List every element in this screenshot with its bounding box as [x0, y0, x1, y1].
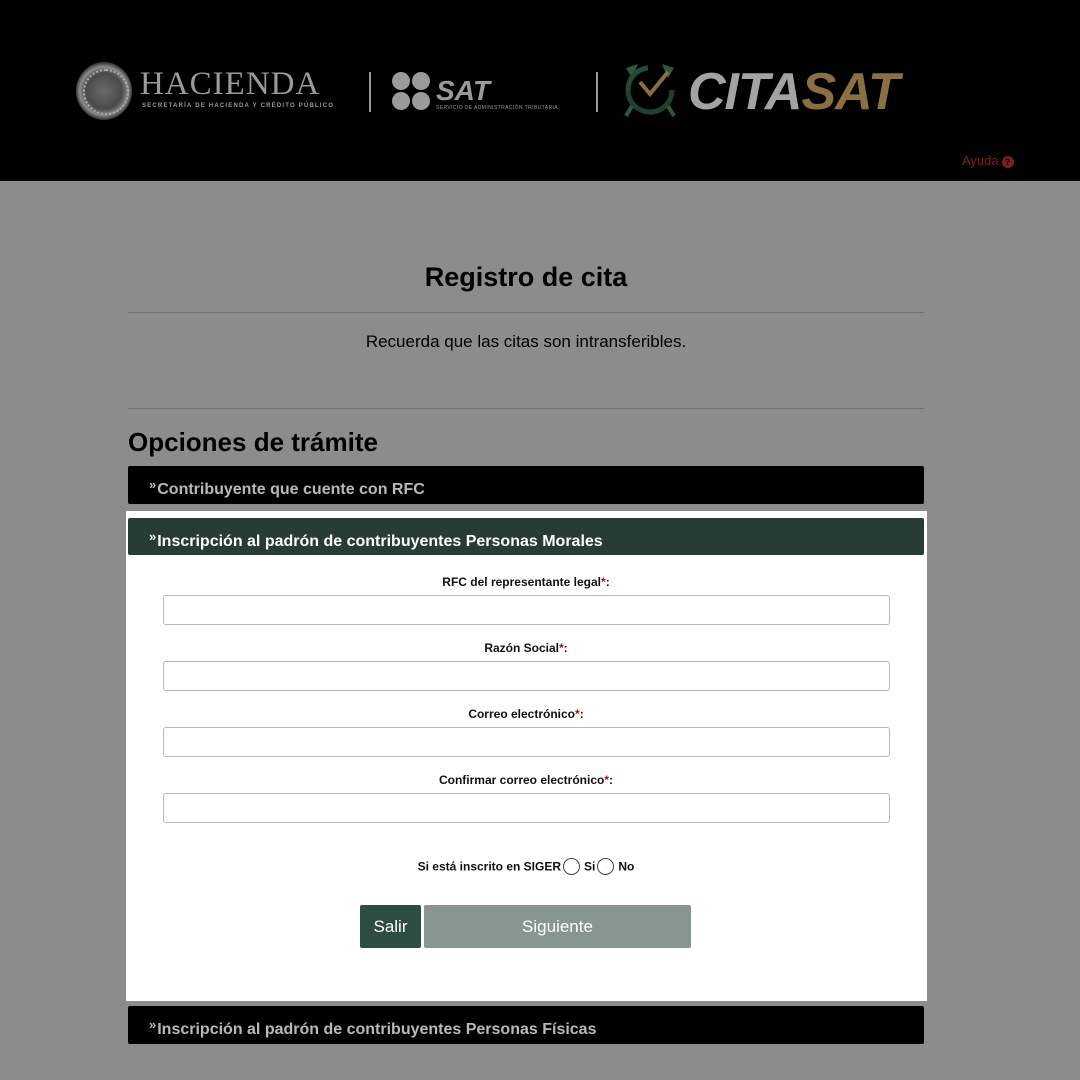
razon-social-label: Razón Social*:	[484, 641, 568, 655]
citasat-title	[688, 62, 899, 122]
next-button[interactable]: Siguiente	[424, 905, 691, 948]
citasat-logo[interactable]	[618, 60, 978, 124]
help-label: Ayuda	[962, 153, 999, 168]
accordion-label: Contribuyente que cuente con RFC	[157, 481, 425, 498]
confirm-email-input[interactable]	[163, 793, 890, 823]
chevron-right-icon: »	[149, 1017, 157, 1032]
razon-social-input[interactable]	[163, 661, 890, 691]
mexico-seal-icon	[76, 62, 132, 120]
siger-no-label: No	[618, 859, 635, 874]
notice-text: Recuerda que las citas son intransferibles.	[365, 332, 687, 351]
chevron-right-icon: »	[149, 529, 157, 544]
accordion-panel-morales	[126, 511, 927, 1001]
help-link[interactable]	[962, 153, 1014, 168]
accordion-label: Inscripción al padrón de contribuyentes Personas Físicas	[157, 1021, 597, 1038]
accordion-morales[interactable]	[128, 518, 924, 555]
email-label: Correo electrónico*:	[468, 707, 584, 721]
siger-no-radio[interactable]	[597, 858, 614, 875]
options-title: Opciones de trámite	[128, 427, 378, 457]
divider	[128, 312, 924, 313]
hacienda-title: HACIENDA	[140, 66, 321, 102]
clock-check-icon	[618, 60, 682, 120]
logo-divider	[369, 72, 371, 112]
header-bar	[0, 0, 1080, 181]
siger-yes-radio[interactable]	[563, 858, 580, 875]
rfc-label: RFC del representante legal*:	[442, 575, 610, 589]
siger-label: Si está inscrito en SIGER	[417, 859, 562, 874]
sat-logo[interactable]	[392, 72, 582, 114]
exit-button[interactable]: Salir	[360, 905, 421, 948]
siger-yes-label: Si	[584, 859, 596, 874]
siger-radio-group	[126, 858, 926, 875]
rfc-input[interactable]	[163, 595, 890, 625]
accordion-rfc[interactable]	[128, 466, 924, 504]
hacienda-subtitle: SECRETARÍA DE HACIENDA Y CRÉDITO PÚBLICO	[142, 103, 335, 109]
sat-word: SAT	[801, 63, 899, 121]
logo-divider	[596, 72, 598, 112]
cita-word: CITA	[688, 63, 802, 121]
sat-subtitle: SERVICIO DE ADMINISTRACIÓN TRIBUTARIA	[436, 105, 559, 111]
chevron-right-icon: »	[149, 477, 157, 492]
accordion-fisicas[interactable]	[128, 1006, 924, 1044]
question-icon: ?	[1002, 156, 1014, 168]
page-title: Registro de cita	[424, 262, 628, 292]
email-input[interactable]	[163, 727, 890, 757]
divider	[128, 408, 924, 409]
accordion-label: Inscripción al padrón de contribuyentes Personas Morales	[157, 533, 603, 550]
hacienda-logo[interactable]	[76, 62, 356, 122]
sat-dots-icon	[392, 72, 432, 112]
sat-title: SAT	[436, 75, 490, 106]
confirm-email-label: Confirmar correo electrónico*:	[438, 773, 614, 787]
